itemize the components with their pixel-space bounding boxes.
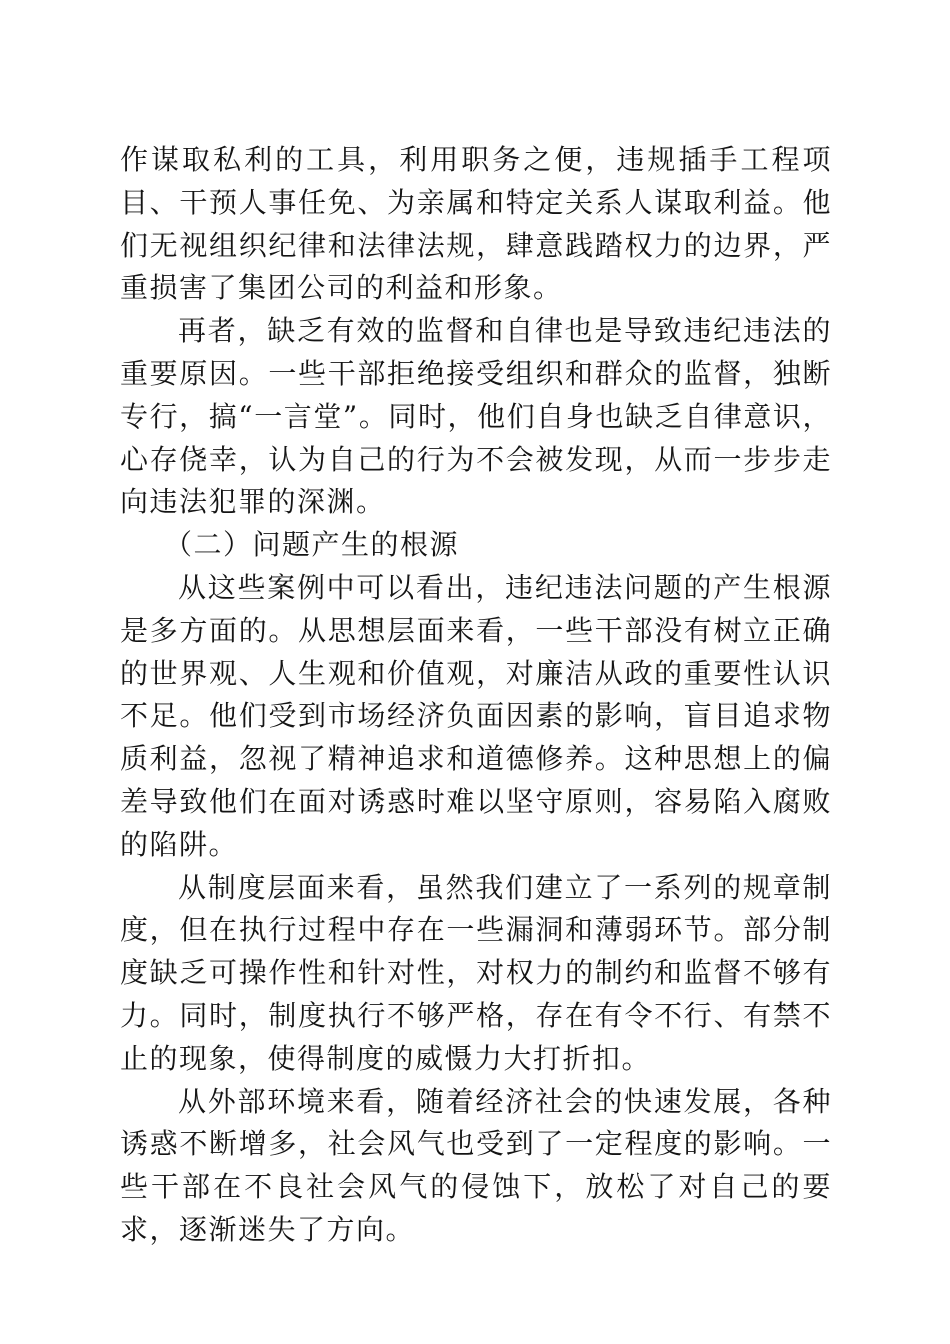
document-body xyxy=(120,139,832,1252)
paragraph-3: 从这些案例中可以看出，违纪违法问题的产生根源是多方面的。从思想层面来看，一些干部没有树立正确的世界观、人生观和价值观，对廉洁从政的重要性认识不足。他们受到市场经济负面因素的影响，盲目追求物质利益，忽视了精神追求和道德修养。这种思想上的偏差导致他们在面对诱惑时难以坚守原则，容易陷入腐败的陷阱。 xyxy=(120,570,832,861)
paragraph-1: 作谋取私利的工具，利用职务之便，违规插手工程项目、干预人事任免、为亲属和特定关系人谋取利益。他们无视组织纪律和法律法规，肆意践踏权力的边界，严重损害了集团公司的利益和形象。 xyxy=(120,143,832,305)
paragraph-4: 从制度层面来看，虽然我们建立了一系列的规章制度，但在执行过程中存在一些漏洞和薄弱环节。部分制度缺乏可操作性和针对性，对权力的制约和监督不够有力。同时，制度执行不够严格，存在有令不行、有禁不止的现象，使得制度的威慑力大打折扣。 xyxy=(120,870,832,1075)
section-heading: （二）问题产生的根源 xyxy=(164,528,460,562)
paragraph-2: 再者，缺乏有效的监督和自律也是导致违纪违法的重要原因。一些干部拒绝接受组织和群众的监督，独断专行，搞“一言堂”。同时，他们自身也缺乏自律意识，心存侥幸，认为自己的行为不会被发现，从而一步步走向违法犯罪的深渊。 xyxy=(120,314,832,519)
paragraph-5: 从外部环境来看，随着经济社会的快速发展，各种诱惑不断增多，社会风气也受到了一定程度的影响。一些干部在不良社会风气的侵蚀下，放松了对自己的要求，逐渐迷失了方向。 xyxy=(120,1084,832,1246)
